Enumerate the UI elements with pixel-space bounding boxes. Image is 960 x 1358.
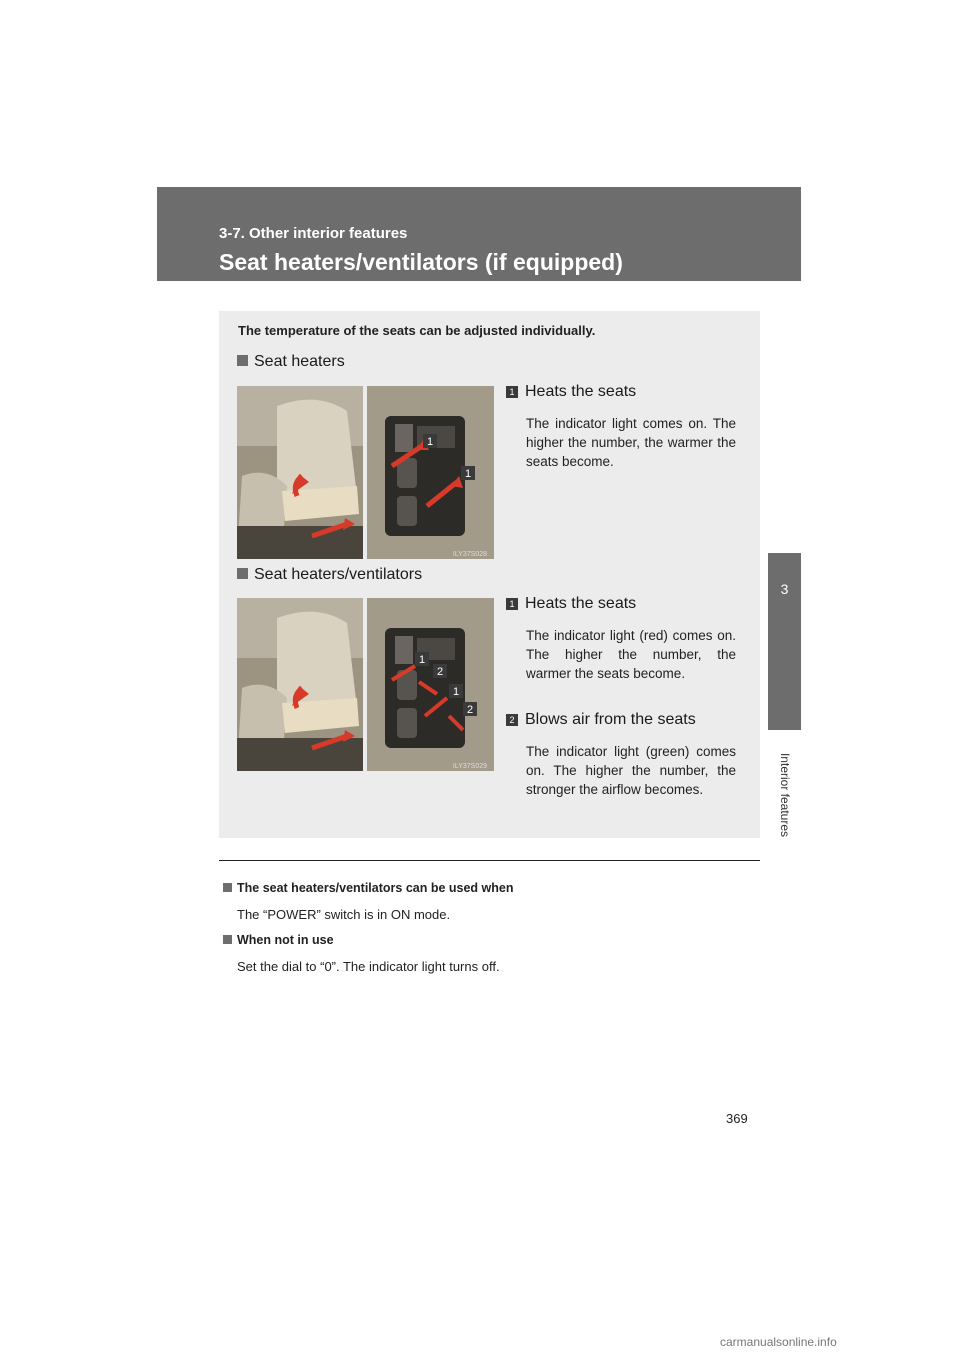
intro-text: The temperature of the seats can be adjusted individually. xyxy=(238,323,596,338)
item-blows-air xyxy=(506,711,696,729)
chapter-number: 3 xyxy=(780,581,789,597)
note-heading-text: The seat heaters/ventilators can be used when xyxy=(237,881,514,895)
section-heading-ventilators xyxy=(237,566,422,584)
number-badge: 1 xyxy=(506,386,518,398)
item-title-text: Heats the seats xyxy=(525,595,637,612)
note-heading xyxy=(223,881,513,895)
divider xyxy=(219,860,760,861)
item-heats-seats xyxy=(506,383,636,401)
page-number: 369 xyxy=(726,1111,748,1126)
content-panel xyxy=(219,311,760,838)
item-title-text: Blows air from the seats xyxy=(525,711,696,728)
section-heading-seat-heaters xyxy=(237,353,345,371)
chapter-tab xyxy=(768,553,801,730)
section-label: 3-7. Other interior features xyxy=(219,225,408,242)
watermark: carmanualsonline.info xyxy=(720,1335,837,1349)
note-body: The “POWER” switch is in ON mode. xyxy=(237,907,451,922)
seat-console-image xyxy=(237,598,494,771)
note-body: Set the dial to “0”. The indicator light turns off. xyxy=(237,959,500,974)
item-description: The indicator light (red) comes on. The higher the number, the warmer the seats become. xyxy=(526,628,736,681)
item-description: The indicator light (green) comes on. The higher the number, the stronger the airflow becomes. xyxy=(526,744,736,797)
section-heading-text: Seat heaters/ventilators xyxy=(254,566,423,583)
number-badge: 2 xyxy=(506,714,518,726)
page-title: Seat heaters/ventilators (if equipped) xyxy=(219,249,623,275)
svg-text:1: 1 xyxy=(426,436,434,448)
bullet-square-icon xyxy=(223,935,232,944)
page-header xyxy=(157,187,801,281)
seat-ventilator-illustration xyxy=(237,598,494,771)
chapter-label: Interior features xyxy=(778,752,793,838)
section-heading-text: Seat heaters xyxy=(254,353,345,370)
svg-text:1: 1 xyxy=(452,686,460,698)
seat-heater-illustration xyxy=(237,386,494,559)
svg-text:1: 1 xyxy=(464,468,472,480)
note-heading-text: When not in use xyxy=(237,933,334,947)
image-code: ILY37S029 xyxy=(452,763,487,770)
item-heats-seats xyxy=(506,595,636,613)
bullet-square-icon xyxy=(237,568,248,579)
svg-text:2: 2 xyxy=(436,666,444,678)
bullet-square-icon xyxy=(223,883,232,892)
svg-text:1: 1 xyxy=(418,654,426,666)
chapter-label-wrap xyxy=(773,730,797,860)
item-description: The indicator light comes on. The higher the number, the warmer the seats become. xyxy=(526,416,736,469)
image-code: ILY37S028 xyxy=(452,551,487,558)
item-title-text: Heats the seats xyxy=(525,383,637,400)
seat-console-image xyxy=(237,386,494,559)
number-badge: 1 xyxy=(506,598,518,610)
note-heading xyxy=(223,933,334,947)
bullet-square-icon xyxy=(237,355,248,366)
svg-text:2: 2 xyxy=(466,704,474,716)
